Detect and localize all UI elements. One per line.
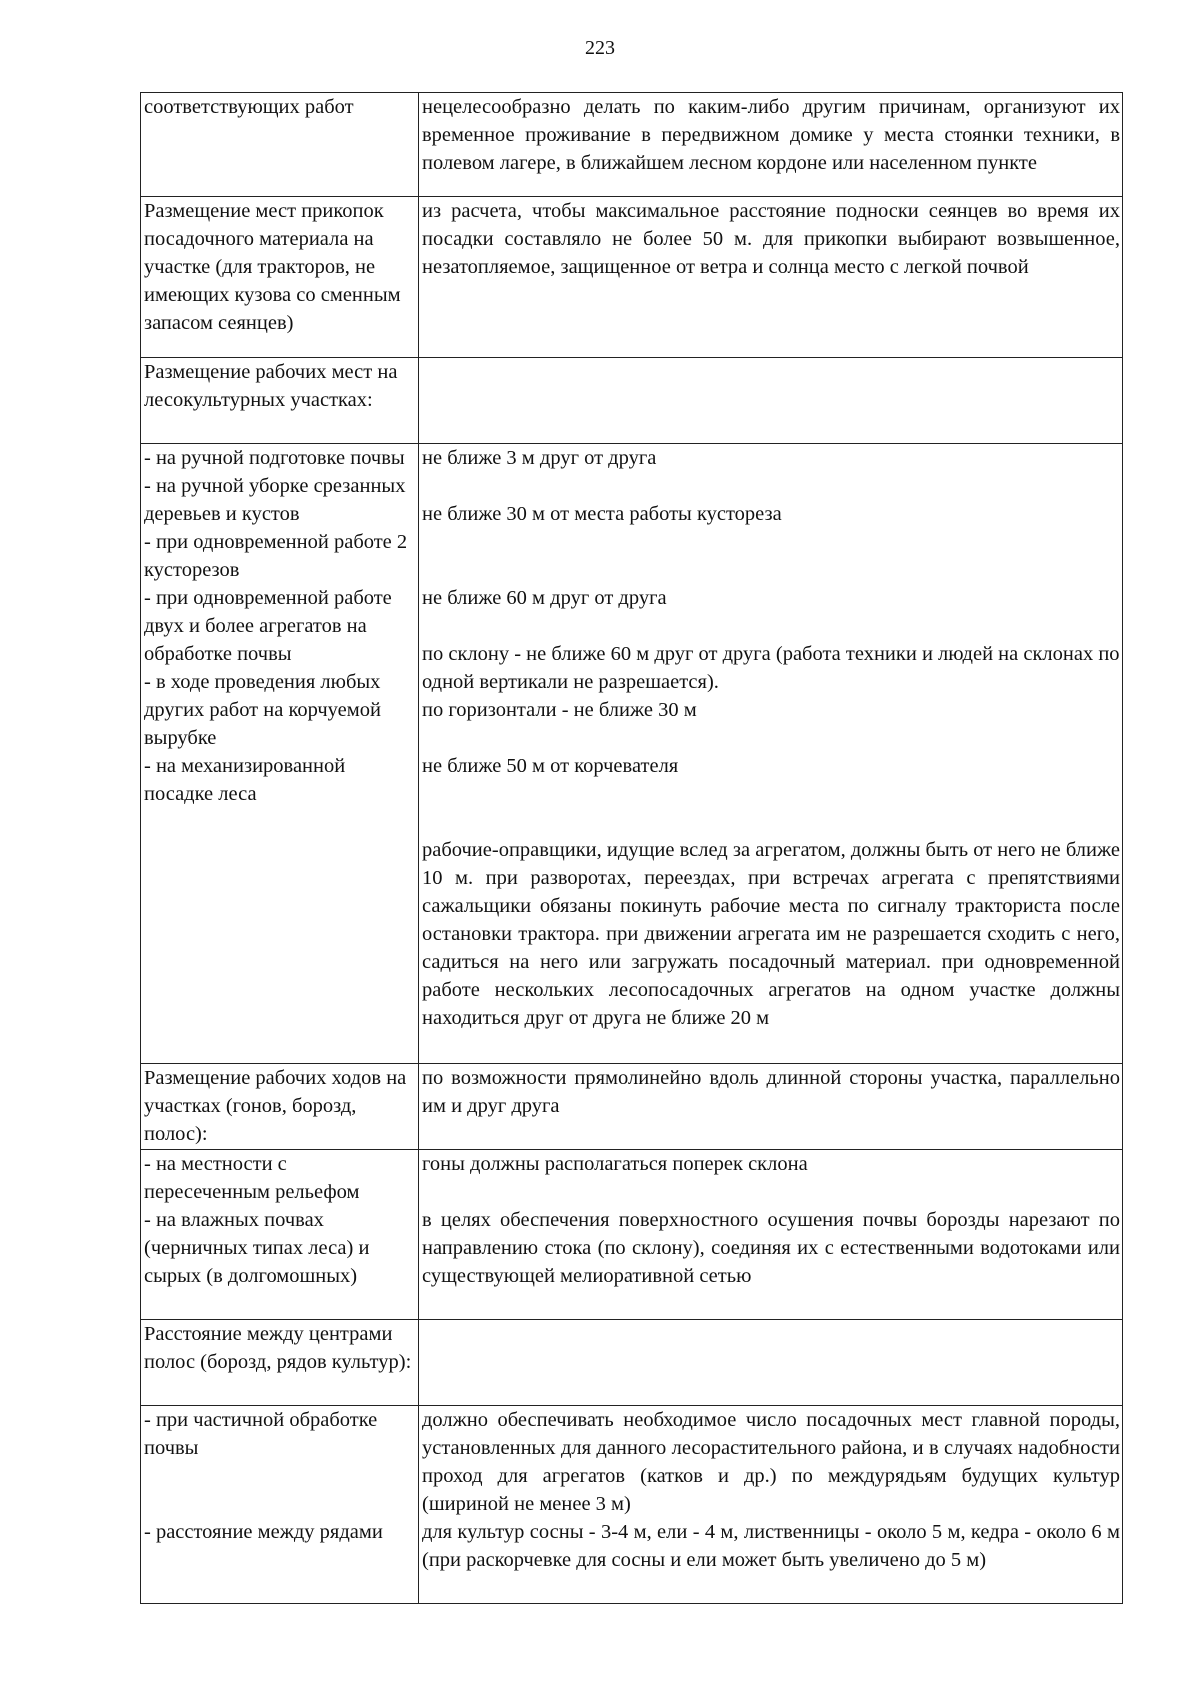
- left-cell: [141, 1320, 419, 1406]
- left-cell: [141, 1064, 419, 1150]
- cell-text: - расстояние между рядами: [144, 1521, 383, 1543]
- right-cell: [419, 1064, 1123, 1150]
- spacer: [422, 472, 1120, 500]
- spacer: [422, 528, 1120, 556]
- left-cell: [141, 358, 419, 444]
- cell-text: гоны должны располагаться поперек склона: [422, 1153, 808, 1175]
- cell-text: из расчета, чтобы максимальное расстояние подноски сеянцев во время их посадки составляло не более 50 м. для прикопки выбирают возвышенное, незатопляемое, защищенное от ветра и солнца место с легкой почвой: [422, 200, 1120, 278]
- cell-text: - в ходе проведения любых других работ на корчуемой вырубке: [144, 671, 381, 749]
- table-row: [141, 1064, 1123, 1150]
- cell-text: для культур сосны - 3-4 м, ели - 4 м, лиственницы - около 5 м, кедра - около 6 м (при раскорчевке для сосны и ели может быть увеличено до 5 м): [422, 1521, 1120, 1571]
- cell-text: Расстояние между центрами полос (борозд, рядов культур):: [144, 1323, 412, 1373]
- cell-text: - на ручной уборке срезанных деревьев и кустов: [144, 475, 406, 525]
- spacer: [144, 1462, 416, 1490]
- cell-text: - на местности с пересеченным рельефом: [144, 1153, 360, 1203]
- cell-text: не ближе 50 м от корчевателя: [422, 755, 679, 777]
- cell-text: Размещение рабочих мест на лесокультурных участках:: [144, 361, 398, 411]
- left-cell: [141, 1150, 419, 1320]
- cell-text: по склону - не ближе 60 м друг от друга (работа техники и людей на склонах по одной вертикали не разрешается).: [422, 643, 1120, 693]
- cell-text: - на ручной подготовке почвы: [144, 447, 405, 469]
- cell-text: не ближе 3 м друг от друга: [422, 447, 657, 469]
- table-row: [141, 1406, 1123, 1604]
- regulation-table: [140, 92, 1123, 1604]
- cell-text: должно обеспечивать необходимое число посадочных мест главной породы, установленных для данного лесорастительного района, и в случаях надобности проход для агрегатов (катков и др.) по междурядьям будущих культур (шириной не менее 3 м): [422, 1409, 1120, 1515]
- spacer: [422, 556, 1120, 584]
- right-cell: [419, 358, 1123, 444]
- cell-text: нецелесообразно делать по каким-либо другим причинам, организуют их временное проживание в передвижном домике у места стоянки техники, в полевом лагере, в ближайшем лесном кордоне или населенном пункте: [422, 96, 1120, 174]
- spacer: [144, 1490, 416, 1518]
- left-cell: [141, 444, 419, 1064]
- table-row: [141, 444, 1123, 1064]
- spacer: [422, 1178, 1120, 1206]
- left-cell: [141, 1406, 419, 1604]
- cell-text: - на механизированной посадке леса: [144, 755, 346, 805]
- cell-text: - при частичной обработке почвы: [144, 1409, 378, 1459]
- cell-text: не ближе 30 м от места работы кустореза: [422, 503, 782, 525]
- right-cell: [419, 1406, 1123, 1604]
- cell-text: - на влажных почвах (черничных типах леса) и сырых (в долгомошных): [144, 1209, 370, 1287]
- right-cell: [419, 1150, 1123, 1320]
- right-cell: [419, 197, 1123, 358]
- table-row: [141, 93, 1123, 197]
- table-row: [141, 358, 1123, 444]
- right-cell: [419, 1320, 1123, 1406]
- spacer: [422, 780, 1120, 808]
- spacer: [422, 724, 1120, 752]
- cell-text: рабочие-оправщики, идущие вслед за агрегатом, должны быть от него не ближе 10 м. при разворотах, переездах, при встречах агрегата с препятствиями сажальщики обязаны покинуть рабочие места по сигналу тракториста после остановки трактора. при движении агрегата им не разрешается сходить с него, садиться на него или загружать посадочный материал. при одновременной работе нескольких лесопосадочных агрегатов на одном участке должны находиться друг от друга не ближе 20 м: [422, 839, 1120, 1029]
- cell-text: не ближе 60 м друг от друга: [422, 587, 667, 609]
- cell-text: по возможности прямолинейно вдоль длинной стороны участка, параллельно им и друг друга: [422, 1067, 1120, 1117]
- page-number: 223: [585, 37, 615, 59]
- cell-text: - при одновременной работе двух и более агрегатов на обработке почвы: [144, 587, 392, 665]
- right-cell: [419, 444, 1123, 1064]
- cell-text: Размещение мест прикопок посадочного материала на участке (для тракторов, не имеющих кузова со сменным запасом сеянцев): [144, 200, 401, 334]
- cell-text: по горизонтали - не ближе 30 м: [422, 699, 697, 721]
- table-row: [141, 1150, 1123, 1320]
- left-cell: [141, 197, 419, 358]
- table-row: [141, 1320, 1123, 1406]
- cell-text: соответствующих работ: [144, 96, 354, 118]
- left-cell: [141, 93, 419, 197]
- right-cell: [419, 93, 1123, 197]
- table-row: [141, 197, 1123, 358]
- cell-text: Размещение рабочих ходов на участках (гонов, борозд, полос):: [144, 1067, 407, 1145]
- cell-text: - при одновременной работе 2 кусторезов: [144, 531, 408, 581]
- cell-text: в целях обеспечения поверхностного осушения почвы борозды нарезают по направлению стока (по склону), соединяя их с естественными водотоками или существующей мелиоративной сетью: [422, 1209, 1120, 1287]
- spacer: [422, 808, 1120, 836]
- spacer: [422, 612, 1120, 640]
